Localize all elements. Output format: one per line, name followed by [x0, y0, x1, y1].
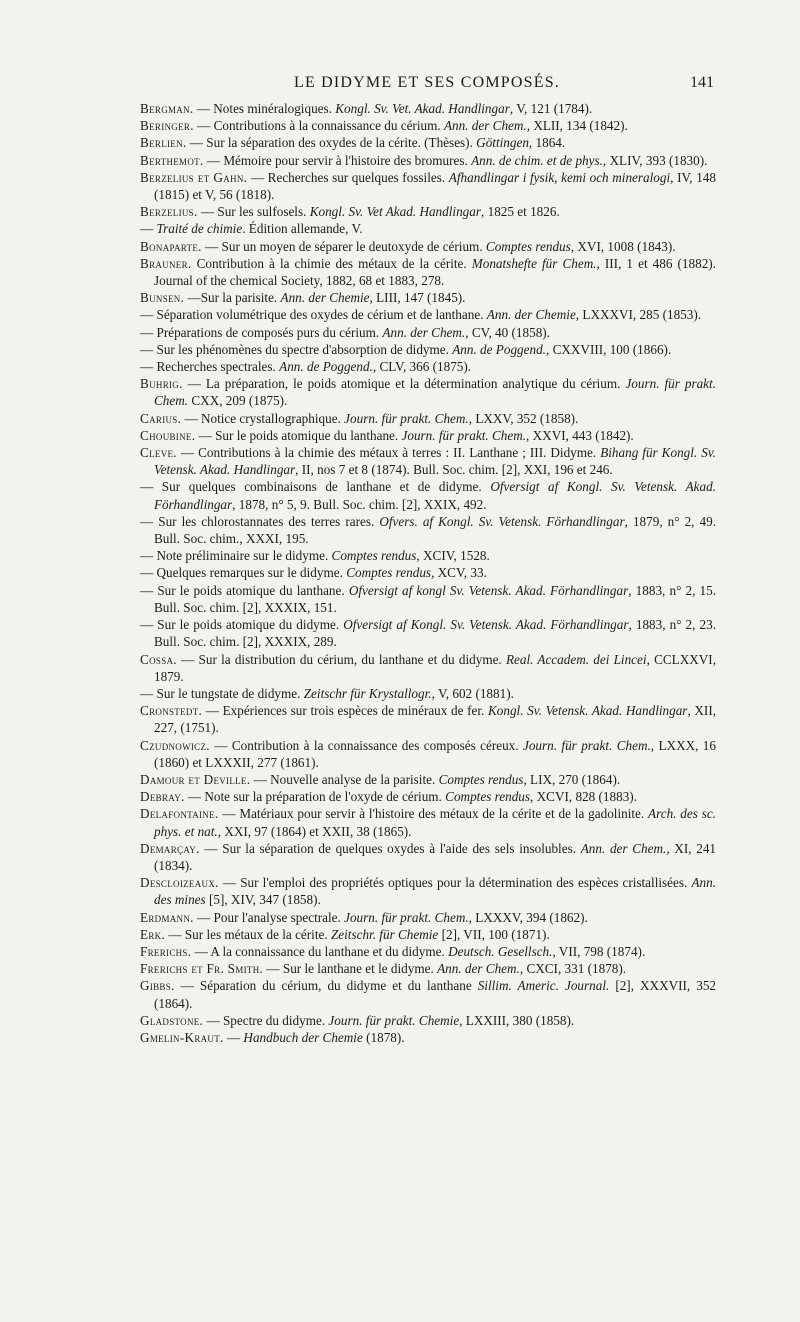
reference-author: Brauner. — [140, 255, 192, 271]
reference-title: — Contribution à la connaissance des composés céreux. — [209, 737, 523, 753]
reference-details: , CXCI, 331 (1878). — [519, 961, 627, 977]
reference-source: Kongl. Sv. Vet. Akad. Handlingar — [335, 101, 510, 116]
reference-author: Gibbs. — [140, 978, 175, 994]
reference-author: Erk. — [140, 926, 166, 942]
reference-details: , IV, 148 (1815) et V, 56 (1818). — [154, 169, 716, 203]
reference-details: , LXXIII, 380 (1858). — [459, 1012, 575, 1028]
reference-title: — Séparation volumétrique des oxydes de cérium et de lanthane. — [140, 307, 487, 323]
reference-source: Bihang für Kongl. Sv. Vetensk. Akad. Handlingar — [154, 445, 716, 478]
reference-entry — [140, 134, 716, 151]
reference-entry — [140, 375, 716, 409]
reference-details: [5], XIV, 347 (1858). — [205, 892, 321, 908]
reference-source: Kongl. Sv. Vet Akad. Handlingar — [309, 204, 481, 220]
reference-title: — Note préliminaire sur le didyme. — [140, 548, 332, 564]
reference-details: , V, 121 (1784). — [509, 101, 593, 116]
reference-title: — Recherches spectrales. — [140, 359, 280, 375]
reference-entry — [140, 874, 716, 908]
reference-author: Frerichs et Fr. Smith. — [140, 961, 264, 977]
reference-title: — Sur le poids atomique du lanthane. — [195, 427, 402, 443]
reference-details: , XVI, 1008 (1843). — [570, 238, 676, 254]
reference-source: Ann. der Chemie — [486, 307, 576, 323]
reference-source: Comptes rendus — [331, 548, 417, 564]
reference-entry — [140, 771, 716, 788]
reference-source: Kongl. Sv. Vetensk. Akad. Handlingar — [487, 703, 688, 719]
reference-source: Zeitschr für Krystallogr. — [303, 685, 432, 701]
reference-details: , XCVI, 828 (1883). — [530, 789, 637, 805]
reference-author: Berzelius et Gahn. — [140, 169, 248, 185]
reference-entry — [140, 582, 716, 616]
reference-title: — Sur le lanthane et le didyme. — [263, 961, 438, 977]
reference-source: Traité de chimie — [156, 221, 243, 237]
reference-entry — [140, 220, 716, 237]
reference-title: — A la connaissance du lanthane et du didyme. — [191, 943, 449, 959]
reference-author: Berthemot. — [140, 152, 204, 168]
reference-source: Journ. für prakt. Chem. — [344, 410, 469, 426]
reference-author: Delafontaine. — [140, 806, 219, 822]
reference-details: , CV, 40 (1858). — [465, 324, 550, 340]
reference-entry — [140, 943, 716, 960]
reference-source: Journ. für prakt. Chem. — [154, 376, 716, 409]
reference-entry — [140, 255, 716, 289]
reference-details: , XII, 227, (1751). — [154, 703, 717, 736]
reference-author: Gmelin-Kraut. — [140, 1029, 224, 1045]
reference-details: , II, nos 7 et 8 (1874). Bull. Soc. chim. [2], XXI, 196 et 246. — [295, 462, 613, 478]
reference-title: — Préparations de composés purs du cérium. — [140, 324, 383, 340]
reference-author: Demarçay. — [140, 840, 200, 856]
reference-entry — [140, 840, 716, 874]
reference-author: Bonaparte. — [140, 238, 202, 254]
reference-entry — [140, 513, 716, 547]
reference-title: — Nouvelle analyse de la parisite. — [250, 771, 439, 787]
reference-details: , CXXVIII, 100 (1866). — [545, 341, 672, 357]
reference-source: Deutsch. Gesellsch. — [448, 943, 553, 959]
reference-source: Ann. de Poggend. — [452, 341, 546, 357]
reference-source: Ann. de Poggend. — [279, 359, 373, 375]
reference-list — [140, 100, 716, 1046]
reference-title: — Note sur la préparation de l'oxyde de cérium. — [184, 789, 446, 805]
reference-source: Real. Accadem. dei Lincei — [505, 651, 647, 667]
reference-details: , LXXV, 352 (1858). — [468, 410, 579, 426]
reference-entry — [140, 410, 716, 427]
reference-source: Göttingen — [476, 135, 529, 151]
reference-details: , LXXXV, 394 (1862). — [468, 909, 588, 925]
reference-source: Ann. der Chem. — [580, 840, 667, 856]
reference-entry — [140, 238, 716, 255]
reference-entry — [140, 788, 716, 805]
reference-entry — [140, 702, 716, 736]
reference-details: , LIX, 270 (1864). — [523, 771, 621, 787]
reference-title: — Sur un moyen de séparer le deutoxyde de cérium. — [201, 238, 486, 254]
reference-title: — Notice crystallographique. — [181, 410, 345, 426]
reference-details: , 1864. — [528, 135, 566, 151]
reference-source: Comptes rendus — [438, 771, 524, 787]
reference-source: Ann. de chim. et de phys. — [471, 152, 603, 168]
reference-details: , 1883, n° 2, 23. Bull. Soc. chim. [2], XXXIX, 289. — [154, 617, 717, 650]
reference-author: Berzelius. — [140, 204, 198, 220]
reference-title: — Mémoire pour servir à l'histoire des bromures. — [203, 152, 472, 168]
reference-entry — [140, 805, 716, 839]
reference-entry — [140, 152, 716, 169]
reference-source: Comptes rendus — [485, 238, 571, 254]
reference-entry — [140, 547, 716, 564]
reference-title: — Sur le tungstate de didyme. — [140, 685, 304, 701]
reference-details: , XCIV, 1528. — [416, 548, 490, 564]
reference-title: — Contributions à la chimie des métaux à terres : II. Lanthane ; III. Didyme. — [176, 445, 601, 461]
reference-author: Cossa. — [140, 651, 177, 667]
reference-details: . Édition allemande, V. — [242, 221, 363, 237]
reference-details: , V, 602 (1881). — [431, 685, 514, 701]
reference-details: , LIII, 147 (1845). — [369, 290, 466, 306]
reference-title: — Contributions à la connaissance du cérium. — [193, 118, 444, 134]
reference-entry — [140, 358, 716, 375]
page-number: 141 — [690, 74, 714, 91]
reference-entry — [140, 909, 716, 926]
reference-source: Ann. des mines — [154, 875, 716, 908]
reference-author: Damour et Deville. — [140, 771, 251, 787]
reference-source: Handbuch der Chemie — [243, 1029, 363, 1045]
reference-title: — Recherches sur quelques fossiles. — [247, 169, 449, 185]
reference-details: , 1883, n° 2, 15. Bull. Soc. chim. [2], XXXIX, 151. — [154, 582, 716, 615]
reference-title: — — [223, 1029, 244, 1045]
reference-title: — Sur la séparation des oxydes de la cérite. (Thèses). — [186, 135, 477, 151]
reference-details: , CLV, 366 (1875). — [372, 359, 472, 375]
reference-title: — Matériaux pour servir à l'histoire des métaux de la cérite et de la gadolinite. — [218, 806, 649, 822]
reference-details: , III, 1 et 486 (1882). Journal of the chemical Society, 1882, 68 et 1883, 278. — [154, 255, 716, 289]
reference-details: , XXI, 97 (1864) et XXII, 38 (1865). — [217, 823, 412, 839]
reference-source: Comptes rendus — [346, 565, 432, 581]
reference-entry — [140, 324, 716, 341]
reference-title: — Sur la séparation de quelques oxydes à l'aide des sels insolubles. — [199, 840, 581, 856]
reference-entry — [140, 977, 716, 1011]
reference-author: Bunsen. — [140, 290, 185, 306]
reference-entry — [140, 169, 716, 203]
reference-author: Gladstone. — [140, 1012, 204, 1028]
reference-title: — Sur l'emploi des propriétés optiques pour la détermination des espèces cristallisées. — [218, 875, 692, 891]
reference-author: Beringer. — [140, 118, 194, 134]
reference-title: — Pour l'analyse spectrale. — [193, 909, 345, 925]
reference-entry — [140, 427, 716, 444]
reference-author: Buhrig. — [140, 376, 183, 392]
reference-author: Erdmann. — [140, 909, 194, 925]
page-header — [140, 74, 714, 98]
reference-details: , 1825 et 1826. — [481, 204, 560, 220]
reference-source: Journ. für prakt. Chem. — [522, 737, 651, 753]
reference-source: Arch. des sc. phys. et nat. — [154, 806, 716, 839]
reference-entry — [140, 478, 716, 512]
reference-source: Journ. für prakt. Chemie — [328, 1012, 460, 1028]
reference-source: Ofversigt af Kongl. Sv. Vetensk. Akad. Förhandlingar — [154, 479, 717, 512]
reference-author: Berlien. — [140, 135, 187, 151]
reference-entry — [140, 341, 716, 358]
reference-details: , LXXX, 16 (1860) et LXXXII, 277 (1861). — [154, 737, 716, 770]
reference-title: Contribution à la chimie des métaux de la cérite. — [191, 255, 472, 271]
reference-details: (1878). — [362, 1029, 405, 1045]
reference-author: Cleve. — [140, 445, 177, 461]
reference-entry — [140, 685, 716, 702]
reference-source: Ann. der Chem. — [382, 324, 466, 340]
reference-source: Journ. für prakt. Chem. — [344, 909, 469, 925]
reference-source: Journ. für prakt. Chem. — [401, 427, 527, 443]
reference-title: — Séparation du cérium, du didyme et du lanthane — [174, 978, 478, 994]
reference-title: — Notes minéralogiques. — [193, 101, 336, 116]
reference-details: CXX, 209 (1875). — [188, 393, 288, 409]
reference-author: Bergman. — [140, 101, 194, 116]
reference-entry — [140, 203, 716, 220]
reference-entry — [140, 564, 716, 581]
reference-source: Ofversigt af kongl Sv. Vetensk. Akad. Förhandlingar — [348, 582, 629, 598]
reference-title: — Spectre du didyme. — [203, 1012, 329, 1028]
reference-source: Ofversigt af Kongl. Sv. Vetensk. Akad. Förhandlingar — [343, 617, 629, 633]
reference-source: Monatshefte für Chem. — [471, 255, 597, 271]
reference-author: Frerichs. — [140, 943, 192, 959]
reference-details: , 1879, n° 2, 49. Bull. Soc. chim., XXXI, 195. — [154, 513, 717, 547]
reference-title: — Expériences sur trois espèces de minéraux de fer. — [202, 703, 488, 719]
reference-title: — Sur le poids atomique du lanthane. — [140, 582, 349, 598]
reference-title: —Sur la parisite. — [184, 290, 281, 306]
reference-author: Carius. — [140, 410, 182, 426]
reference-entry — [140, 444, 716, 478]
reference-details: , VII, 798 (1874). — [552, 943, 646, 959]
reference-entry — [140, 926, 716, 943]
reference-entry — [140, 1012, 716, 1029]
reference-details: [2], XXXVII, 352 (1864). — [154, 978, 717, 1011]
reference-source: Ann. der Chemie — [280, 290, 370, 306]
reference-entry — [140, 616, 716, 650]
reference-details: , CCLXXVI, 1879. — [154, 651, 716, 684]
reference-entry — [140, 737, 716, 771]
reference-details: , XI, 241 (1834). — [154, 840, 717, 873]
running-title: LE DIDYME ET SES COMPOSÉS. — [293, 74, 561, 91]
reference-source: Ann. der Chem. — [437, 961, 520, 977]
reference-source: Zeitschr. für Chemie — [330, 926, 439, 942]
reference-source: Comptes rendus — [445, 789, 531, 805]
reference-author: Czudnowicz. — [140, 737, 210, 753]
reference-title: — Sur la distribution du cérium, du lanthane et du didyme. — [176, 651, 506, 667]
reference-title: — La préparation, le poids atomique et la détermination analytique du cérium. — [182, 376, 626, 392]
reference-entry — [140, 100, 716, 117]
reference-author: Cronstedt. — [140, 703, 203, 719]
reference-entry — [140, 1029, 716, 1046]
reference-entry — [140, 289, 716, 306]
reference-author: Choubine. — [140, 427, 196, 443]
reference-entry — [140, 117, 716, 134]
reference-author: Debray. — [140, 789, 185, 805]
reference-details: , LXXXVI, 285 (1853). — [575, 307, 702, 323]
reference-title: — Sur les chlorostannates des terres rares. — [140, 513, 380, 529]
reference-source: Sillim. Americ. Journal. — [477, 978, 610, 994]
reference-details: , XLII, 134 (1842). — [526, 118, 628, 134]
reference-source: Afhandlingar i fysik, kemi och mineralogi — [448, 169, 671, 185]
reference-entry — [140, 651, 716, 685]
reference-title: — Sur quelques combinaisons de lanthane et de didyme. — [140, 479, 491, 495]
reference-title: — Sur les phénomènes du spectre d'absorption de didyme. — [140, 341, 453, 357]
reference-title: — Sur le poids atomique du didyme. — [140, 617, 344, 633]
reference-title: — — [140, 221, 157, 237]
reference-details: [2], VII, 100 (1871). — [438, 926, 550, 942]
reference-details: , XXVI, 443 (1842). — [526, 427, 634, 443]
reference-source: Ofvers. af Kongl. Sv. Vetensk. Förhandlingar — [379, 513, 625, 529]
reference-details: , XCV, 33. — [431, 565, 487, 581]
reference-entry — [140, 306, 716, 323]
reference-author: Descloizeaux. — [140, 875, 219, 891]
reference-title: — Sur les métaux de la cérite. — [165, 926, 331, 942]
reference-details: , XLIV, 393 (1830). — [602, 152, 708, 168]
reference-entry — [140, 960, 716, 977]
reference-details: , 1878, n° 5, 9. Bull. Soc. chim. [2], XXIX, 492. — [232, 496, 487, 512]
reference-source: Ann. der Chem. — [443, 118, 527, 134]
reference-title: — Sur les sulfosels. — [197, 204, 310, 220]
reference-title: — Quelques remarques sur le didyme. — [140, 565, 347, 581]
